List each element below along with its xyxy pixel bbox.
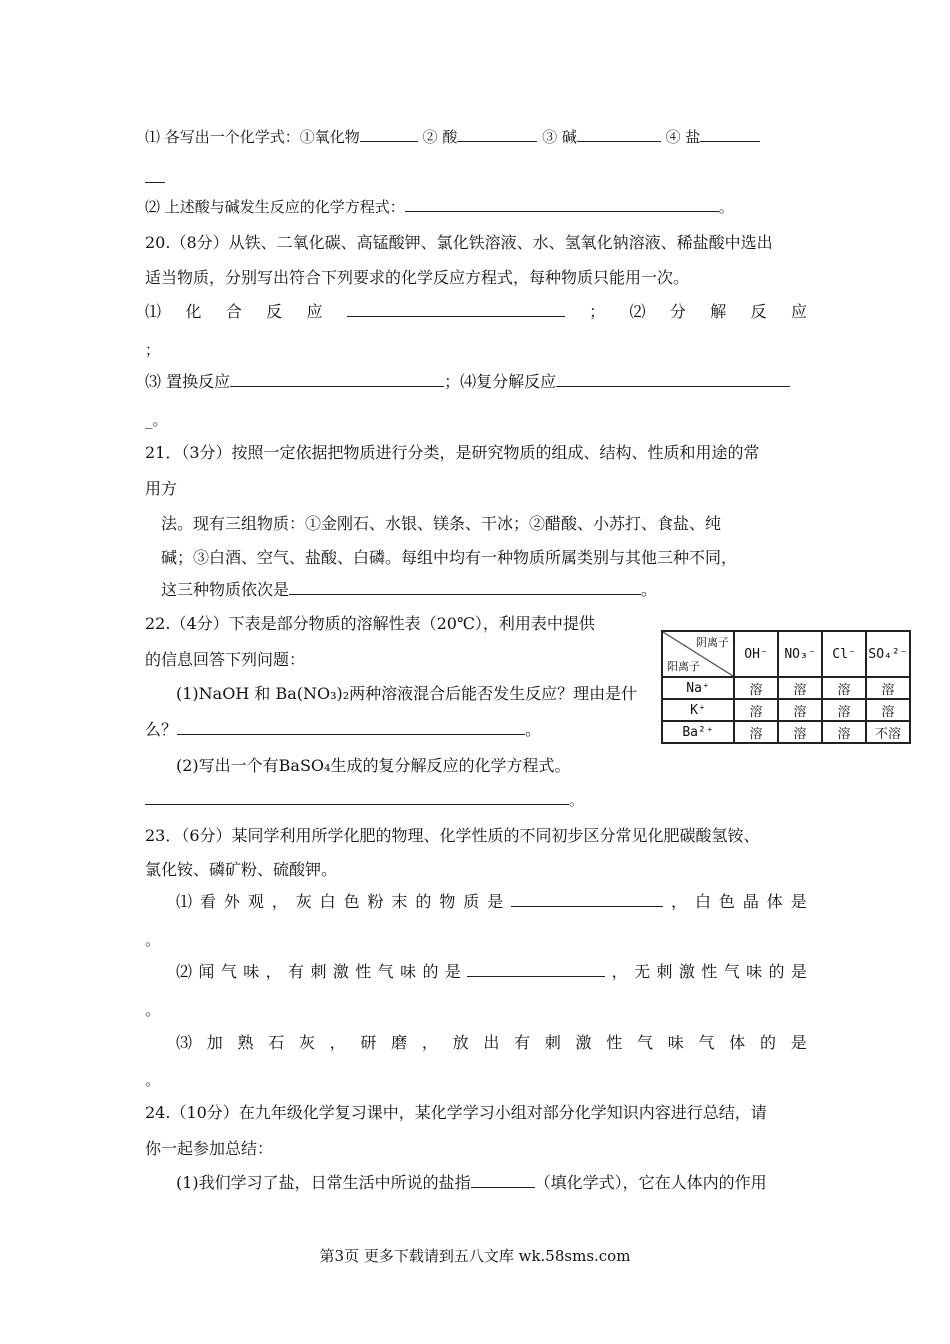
q23-sub3: ⑶ 加 熟 石 灰 ， 研 磨 ， 放 出 有 刺 激 性 气 味 气 体 的 是: [176, 1033, 807, 1052]
anion-header: Cl⁻: [822, 631, 866, 677]
q20-end: _。: [145, 411, 168, 429]
q22-line5: (2)写出一个有BaSO₄生成的复分解反应的化学方程式。: [176, 756, 571, 775]
table-cell: 溶: [734, 721, 778, 743]
answer-blank[interactable]: [145, 168, 165, 183]
q23-sub1: ⑴ 看 外 观 ， 灰 白 色 粉 末 的 物 质 是 ， 白 色 晶 体 是: [176, 892, 807, 911]
table-cell: 溶: [734, 699, 778, 721]
anion-header: NO₃⁻: [778, 631, 822, 677]
answer-blank[interactable]: [467, 962, 605, 977]
anion-header: OH⁻: [734, 631, 778, 677]
q20-line2: 适当物质，分别写出符合下列要求的化学反应方程式，每种物质只能用一次。: [145, 268, 690, 287]
table-cell: 溶: [866, 677, 910, 699]
cation-label: 阳离子: [667, 660, 700, 673]
cation-cell: Ba²⁺: [662, 721, 734, 743]
table-cell: 溶: [822, 721, 866, 743]
table-corner: [662, 631, 734, 677]
table-cell: 不溶: [866, 721, 910, 743]
answer-blank[interactable]: [471, 1173, 535, 1188]
q24-line2: 你一起参加总结：: [145, 1139, 274, 1158]
table-cell: 溶: [778, 699, 822, 721]
table-cell: 溶: [778, 677, 822, 699]
q22-line3: (1)NaOH 和 Ba(NO₃)₂两种溶液混合后能否发生反应？理由是什: [176, 684, 638, 703]
q20-sub34: ⑶ 置换反应 ；⑷复分解反应: [145, 372, 790, 392]
q21-line4: 碱；③白酒、空气、盐酸、白磷。每组中均有一种物质所属类别与其他三种不同，: [161, 548, 738, 567]
answer-blank[interactable]: [457, 127, 537, 142]
q23-period: 。: [145, 1071, 161, 1089]
table-cell: 溶: [822, 677, 866, 699]
q22-line4: 么？ 。: [145, 720, 542, 739]
table-cell: 溶: [866, 699, 910, 721]
table-cell: 溶: [778, 721, 822, 743]
table-cell: 溶: [822, 699, 866, 721]
q21-line3: 法。现有三组物质：①金刚石、水银、镁条、干冰；②醋酸、小苏打、食盐、纯: [161, 514, 722, 533]
q20-sub12: ⑴ 化 合 反 应 ； ⑵ 分 解 反 应: [145, 302, 807, 321]
q19-line2: ⑵ 上述酸与碱发生反应的化学方程式： 。: [145, 198, 734, 216]
q22-line6: 。: [145, 790, 584, 810]
q20-semi: ；: [145, 341, 161, 359]
cation-cell: Na⁺: [662, 677, 734, 699]
answer-blank[interactable]: [700, 127, 760, 142]
q23-period: 。: [145, 1001, 161, 1019]
table-row: [662, 721, 910, 743]
q24-line3: (1)我们学习了盐，日常生活中所说的盐指 （填化学式），它在人体内的作用: [176, 1173, 767, 1192]
anion-header: SO₄²⁻: [866, 631, 910, 677]
answer-blank[interactable]: [177, 720, 525, 735]
q21-line5: 这三种物质依次是 。: [161, 580, 658, 599]
solubility-table: [661, 630, 911, 744]
answer-blank[interactable]: [360, 127, 418, 142]
anion-label: 阴离子: [696, 636, 729, 649]
answer-blank[interactable]: [405, 197, 719, 212]
answer-blank[interactable]: [556, 372, 790, 387]
q23-sub2: ⑵ 闻 气 味 ， 有 刺 激 性 气 味 的 是 ， 无 刺 激 性 气 味 的 是: [176, 962, 807, 981]
q22-line1: 22.（4分）下表是部分物质的溶解性表（20℃），利用表中提供: [145, 614, 595, 633]
q21-line1: 21．（3分）按照一定依据把物质进行分类，是研究物质的组成、结构、性质和用途的常: [145, 443, 760, 462]
page-footer: 第3页 更多下载请到五八文库 wk.58sms.com: [319, 1247, 631, 1265]
q23-line2: 氯化铵、磷矿粉、硫酸钾。: [145, 860, 338, 879]
q20-line1: 20.（8分）从铁、二氧化碳、高锰酸钾、氯化铁溶液、水、氢氧化钠溶液、稀盐酸中选出: [145, 233, 773, 252]
answer-blank[interactable]: [289, 580, 641, 595]
answer-blank[interactable]: [145, 790, 569, 805]
q23-line1: 23．（6分）某同学利用所学化肥的物理、化学性质的不同初步区分常见化肥碳酸氢铵、: [145, 826, 760, 845]
cation-cell: K⁺: [662, 699, 734, 721]
answer-blank[interactable]: [577, 127, 661, 142]
table-cell: 溶: [734, 677, 778, 699]
q24-line1: 24.（10分）在九年级化学复习课中，某化学学习小组对部分化学知识内容进行总结，请: [145, 1103, 767, 1122]
answer-blank[interactable]: [511, 892, 663, 907]
answer-blank[interactable]: [347, 302, 565, 317]
q21-line2: 用方: [145, 479, 178, 498]
table-row: [662, 699, 910, 721]
answer-blank[interactable]: [230, 372, 444, 387]
q23-period: 。: [145, 931, 161, 949]
q19-line1: ⑴ 各写出一个化学式：①氧化物 ② 酸 ③ 碱 ④ 盐: [145, 127, 760, 147]
q22-line2: 的信息回答下列问题：: [145, 650, 306, 669]
q19-line1-wrap: [145, 168, 165, 188]
table-row: [662, 677, 910, 699]
